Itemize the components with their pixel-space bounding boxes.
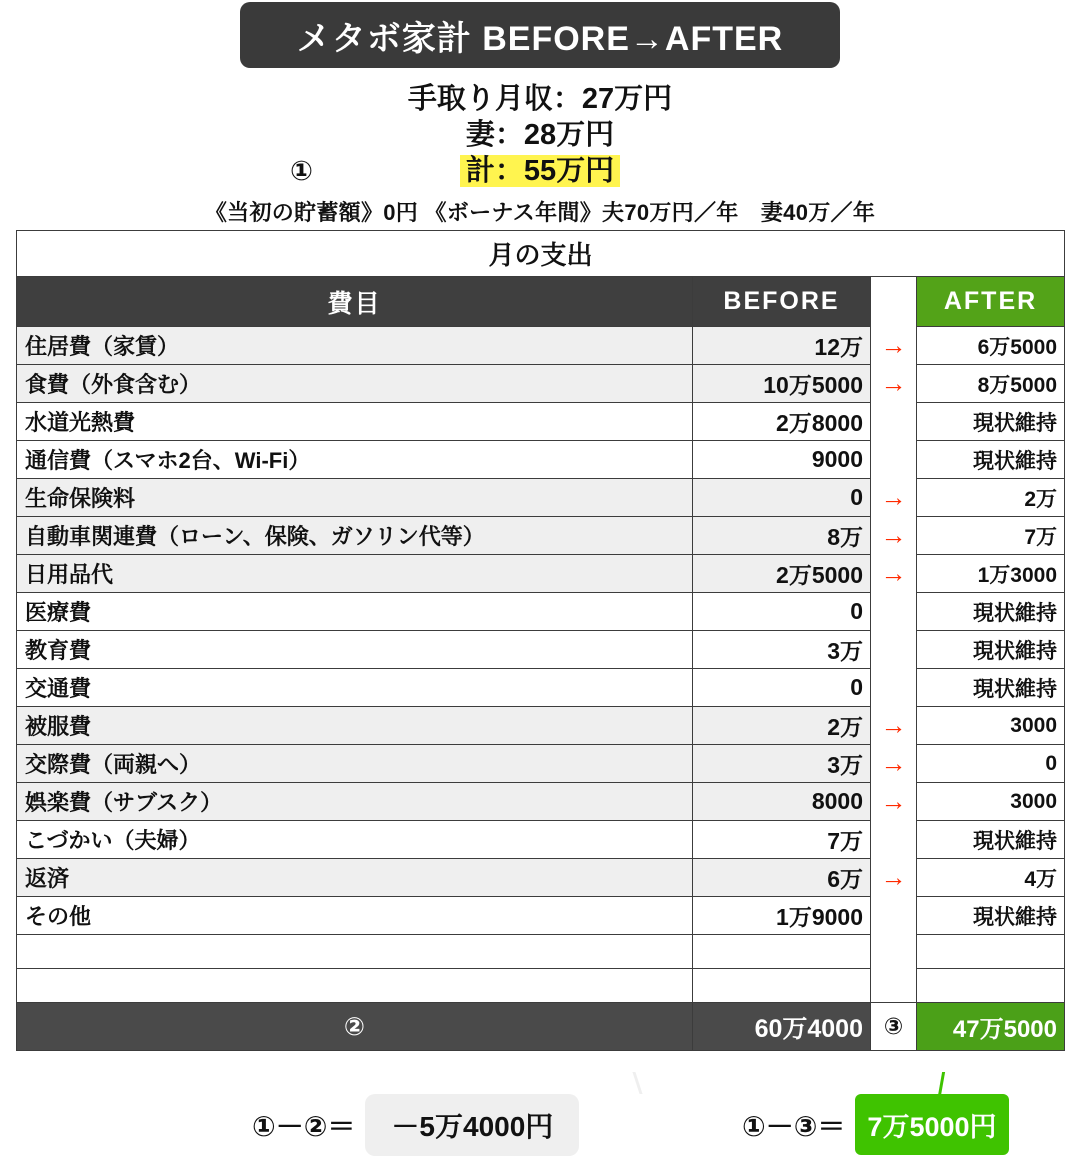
row-arrow-cell — [871, 403, 917, 441]
blank-item — [17, 969, 693, 1003]
row-item: 生命保険料 — [17, 479, 693, 517]
blank-after — [917, 969, 1065, 1003]
blank-after — [917, 935, 1065, 969]
expense-table — [16, 230, 1065, 1051]
row-after: 0 — [917, 745, 1065, 783]
arrow-icon: → — [880, 481, 907, 512]
row-before: 8000 — [693, 783, 871, 821]
table-row-blank — [17, 935, 1065, 969]
row-item: 水道光熱費 — [17, 403, 693, 441]
row-before: 6万 — [693, 859, 871, 897]
row-item: 食費（外食含む） — [17, 365, 693, 403]
marker-one: ① — [290, 156, 313, 186]
row-item: 日用品代 — [17, 555, 693, 593]
result-before-value: －5万4000円 — [365, 1094, 579, 1156]
row-arrow-cell — [871, 859, 917, 897]
result-before — [252, 1094, 579, 1156]
row-before: 0 — [693, 479, 871, 517]
row-arrow-cell — [871, 669, 917, 707]
blank-before — [693, 969, 871, 1003]
expense-table-wrapper — [16, 230, 1064, 1051]
row-item: 娯楽費（サブスク） — [17, 783, 693, 821]
row-after: 現状維持 — [917, 631, 1065, 669]
table-row — [17, 593, 1065, 631]
arrow-icon: → — [880, 785, 907, 816]
header-before: BEFORE — [693, 277, 871, 327]
row-arrow-cell — [871, 707, 917, 745]
row-arrow-cell — [871, 441, 917, 479]
table-caption-row — [17, 231, 1065, 277]
table-row — [17, 669, 1065, 707]
table-row — [17, 403, 1065, 441]
row-item: 医療費 — [17, 593, 693, 631]
row-item: 被服費 — [17, 707, 693, 745]
row-after: 6万5000 — [917, 327, 1065, 365]
header-gap — [871, 277, 917, 327]
result-before-equation: ①－②＝ — [252, 1111, 356, 1142]
row-item: 返済 — [17, 859, 693, 897]
table-row — [17, 555, 1065, 593]
row-after: 1万3000 — [917, 555, 1065, 593]
row-after: 3000 — [917, 707, 1065, 745]
income-summary — [0, 82, 1080, 190]
table-row — [17, 783, 1065, 821]
header-item: 費目 — [17, 277, 693, 327]
row-item: 交際費（両親へ） — [17, 745, 693, 783]
row-after: 8万5000 — [917, 365, 1065, 403]
blank-gap — [871, 935, 917, 969]
row-arrow-cell — [871, 479, 917, 517]
row-arrow-cell — [871, 555, 917, 593]
row-arrow-cell — [871, 327, 917, 365]
row-arrow-cell — [871, 821, 917, 859]
arrow-icon: → — [880, 557, 907, 588]
marker-three: ③ — [871, 1003, 917, 1051]
table-row — [17, 441, 1065, 479]
row-before: 2万 — [693, 707, 871, 745]
table-header-row — [17, 277, 1065, 327]
arrow-icon: → — [880, 367, 907, 398]
row-arrow-cell — [871, 593, 917, 631]
row-before: 8万 — [693, 517, 871, 555]
result-footer — [0, 1078, 1080, 1162]
row-arrow-cell — [871, 517, 917, 555]
row-after: 現状維持 — [917, 441, 1065, 479]
income-total: 計：55万円 — [460, 155, 620, 187]
row-after: 3000 — [917, 783, 1065, 821]
row-item: こづかい（夫婦） — [17, 821, 693, 859]
table-caption: 月の支出 — [17, 231, 1065, 277]
row-item: 住居費（家賃） — [17, 327, 693, 365]
row-before: 1万9000 — [693, 897, 871, 935]
blank-gap — [871, 969, 917, 1003]
page-title-banner — [240, 2, 840, 68]
table-row — [17, 745, 1065, 783]
table-row — [17, 821, 1065, 859]
table-row — [17, 631, 1065, 669]
row-arrow-cell — [871, 897, 917, 935]
table-row — [17, 897, 1065, 935]
table-row — [17, 365, 1065, 403]
row-after: 現状維持 — [917, 897, 1065, 935]
arrow-icon: → — [880, 709, 907, 740]
table-row — [17, 327, 1065, 365]
result-after — [742, 1094, 1009, 1155]
row-after: 現状維持 — [917, 669, 1065, 707]
row-arrow-cell — [871, 783, 917, 821]
row-before: 0 — [693, 669, 871, 707]
blank-item — [17, 935, 693, 969]
savings-bonus-note: 《当初の貯蓄額》0円 《ボーナス年間》夫70万円／年 妻40万／年 — [204, 200, 876, 225]
result-after-value: 7万5000円 — [855, 1094, 1008, 1155]
row-after: 7万 — [917, 517, 1065, 555]
arrow-icon: → — [880, 747, 907, 778]
income-wife: 妻：28万円 — [465, 119, 615, 151]
row-item: 交通費 — [17, 669, 693, 707]
row-after: 2万 — [917, 479, 1065, 517]
row-after: 現状維持 — [917, 593, 1065, 631]
row-before: 3万 — [693, 631, 871, 669]
arrow-icon: → — [880, 519, 907, 550]
marker-two: ② — [17, 1003, 693, 1051]
row-after: 現状維持 — [917, 821, 1065, 859]
table-row — [17, 707, 1065, 745]
table-row — [17, 859, 1065, 897]
arrow-icon: → — [880, 329, 907, 360]
page-title: メタボ家計 BEFORE→AFTER — [296, 19, 784, 58]
row-before: 2万5000 — [693, 555, 871, 593]
row-before: 0 — [693, 593, 871, 631]
row-after: 4万 — [917, 859, 1065, 897]
row-arrow-cell — [871, 365, 917, 403]
table-row — [17, 517, 1065, 555]
row-before: 3万 — [693, 745, 871, 783]
row-before: 9000 — [693, 441, 871, 479]
total-before: 60万4000 — [693, 1003, 871, 1051]
income-husband: 手取り月収：27万円 — [407, 83, 673, 115]
row-before: 2万8000 — [693, 403, 871, 441]
row-before: 12万 — [693, 327, 871, 365]
table-total-row — [17, 1003, 1065, 1051]
row-item: その他 — [17, 897, 693, 935]
table-row — [17, 479, 1065, 517]
row-arrow-cell — [871, 745, 917, 783]
row-arrow-cell — [871, 631, 917, 669]
row-item: 通信費（スマホ2台、Wi-Fi） — [17, 441, 693, 479]
income-total-line — [0, 154, 1080, 188]
header-after: AFTER — [917, 277, 1065, 327]
row-before: 7万 — [693, 821, 871, 859]
row-item: 自動車関連費（ローン、保険、ガソリン代等） — [17, 517, 693, 555]
row-after: 現状維持 — [917, 403, 1065, 441]
table-row-blank — [17, 969, 1065, 1003]
row-before: 10万5000 — [693, 365, 871, 403]
arrow-icon: → — [880, 861, 907, 892]
total-after: 47万5000 — [917, 1003, 1065, 1051]
row-item: 教育費 — [17, 631, 693, 669]
blank-before — [693, 935, 871, 969]
result-after-equation: ①－③＝ — [742, 1110, 846, 1142]
